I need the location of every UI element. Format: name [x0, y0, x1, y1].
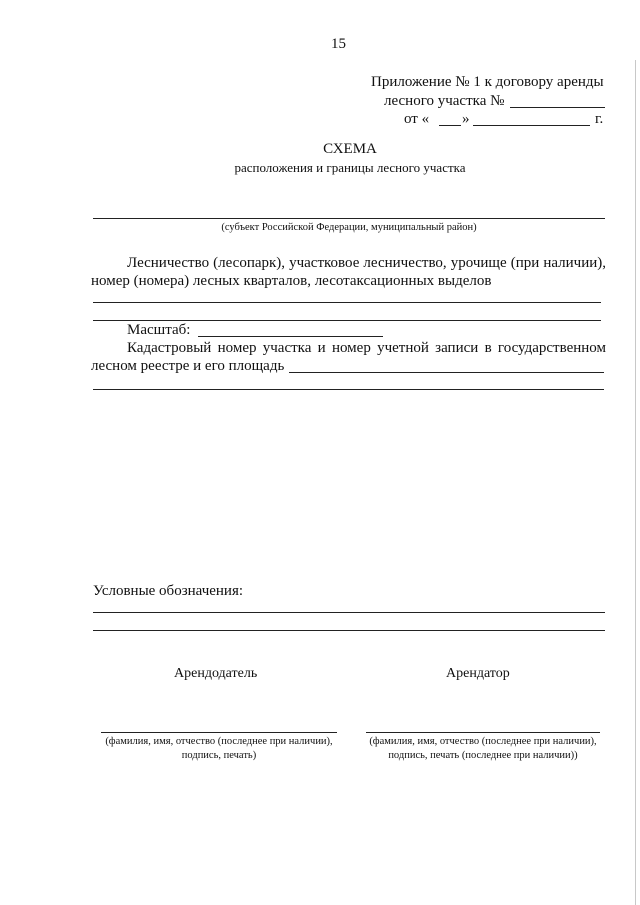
- appendix-date-open: от «: [404, 111, 430, 127]
- forestry-text-line1: Лесничество (лесопарк), участковое лесничество, урочище (при наличии),: [127, 255, 606, 271]
- appendix-year-suffix: г.: [595, 111, 604, 127]
- document-title: СХЕМА: [323, 141, 377, 157]
- subject-caption: (субъект Российской Федерации, муниципальный район): [221, 222, 477, 233]
- date-day-field: [439, 125, 461, 126]
- lessor-caption-line2: подпись, печать): [181, 750, 257, 761]
- cadastral-text-line2: лесном реестре и его площадь: [91, 358, 285, 374]
- appendix-title: Приложение № 1 к договору аренды: [371, 74, 604, 90]
- scale-field: [198, 336, 383, 337]
- forestry-field-line1: [93, 302, 601, 303]
- legend-field-line2: [93, 630, 605, 631]
- appendix-date-close: »: [462, 111, 470, 127]
- lessee-caption-line2: подпись, печать (последнее при наличии)): [388, 750, 578, 761]
- date-month-year-field: [473, 125, 590, 126]
- document-subtitle: расположения и границы лесного участка: [234, 160, 466, 175]
- subject-field: [93, 218, 605, 219]
- page-edge: [635, 60, 636, 905]
- lessee-title: Арендатор: [446, 666, 510, 681]
- legend-label: Условные обозначения:: [93, 583, 244, 599]
- legend-field-line1: [93, 612, 605, 613]
- lessee-signature-field: [366, 732, 600, 733]
- forestry-field-line2: [93, 320, 601, 321]
- cadastral-text-line1: Кадастровый номер участка и номер учетной записи в государственном: [127, 340, 606, 356]
- lessor-caption-line1: (фамилия, имя, отчество (последнее при наличии),: [105, 736, 333, 747]
- appendix-plot-number-label: лесного участка №: [384, 93, 505, 109]
- page-number: 15: [331, 36, 346, 52]
- lessor-signature-field: [101, 732, 337, 733]
- lessee-caption-line1: (фамилия, имя, отчество (последнее при наличии),: [369, 736, 597, 747]
- cadastral-field-line1: [289, 372, 604, 373]
- scale-label: Масштаб:: [127, 322, 191, 338]
- cadastral-field-line2: [93, 389, 604, 390]
- lessor-title: Арендодатель: [174, 666, 258, 681]
- forestry-text-line2: номер (номера) лесных кварталов, лесотаксационных выделов: [91, 273, 492, 289]
- plot-number-field: [510, 107, 605, 108]
